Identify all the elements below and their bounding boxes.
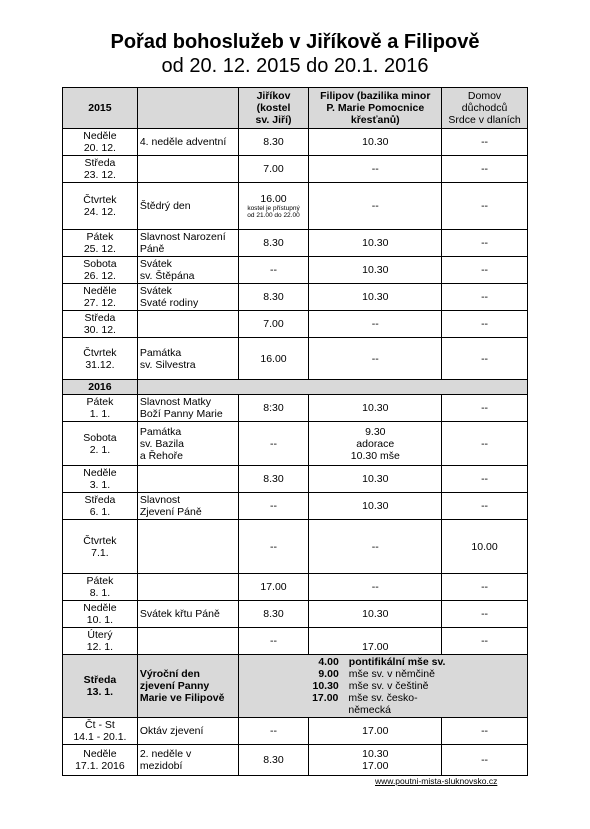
- header-event: [137, 88, 238, 129]
- table-row: [63, 601, 528, 628]
- day-cell: [63, 422, 138, 466]
- day-cell-text: 20. 12.: [83, 142, 116, 154]
- jirikov-cell-text: 8.30: [263, 473, 284, 485]
- domov-cell: [442, 520, 528, 574]
- domov-cell-text: --: [481, 402, 489, 414]
- filipov-cell-text: 10.30: [362, 291, 389, 303]
- filipov-cell-text: 17.00: [362, 725, 389, 737]
- event-cell-text: Marie ve Filipově: [139, 692, 225, 704]
- day-cell: [63, 655, 138, 718]
- jirikov-cell: [238, 601, 309, 628]
- day-cell-text: 25. 12.: [83, 243, 116, 255]
- day-cell: [63, 493, 138, 520]
- day-cell-text: 27. 12.: [83, 297, 116, 309]
- day-cell-text: 17.1. 2016: [75, 760, 125, 772]
- day-cell-text: Čtvrtek: [83, 346, 117, 359]
- jirikov-cell: [238, 493, 309, 520]
- mass-time: 17.00: [312, 692, 339, 704]
- table-row: [63, 129, 528, 156]
- table-row: [63, 311, 528, 338]
- jirikov-cell: [238, 284, 309, 311]
- event-cell: [137, 601, 238, 628]
- domov-cell-text: --: [481, 163, 489, 175]
- filipov-cell: [309, 183, 442, 230]
- mass-desc: mše sv. v češtině: [348, 680, 429, 692]
- filipov-cell-text: 10.30: [362, 402, 389, 414]
- jirikov-cell: [238, 422, 309, 466]
- domov-cell: [442, 628, 528, 655]
- day-cell-text: 31.12.: [85, 358, 115, 371]
- day-cell: [63, 718, 138, 745]
- jirikov-cell: [238, 718, 309, 745]
- special-masses-list: [307, 656, 459, 716]
- day-cell-text: Středa: [84, 312, 116, 324]
- day-cell-text: 3. 1.: [89, 479, 111, 491]
- table-row: [63, 395, 528, 422]
- filipov-cell-text: --: [371, 200, 379, 212]
- filipov-cell: [309, 395, 442, 422]
- jirikov-cell-text: 16.00: [260, 193, 287, 205]
- table-row: [63, 257, 528, 284]
- domov-cell-text: --: [481, 725, 489, 737]
- day-cell-text: Neděle: [83, 130, 117, 142]
- domov-cell-text: --: [481, 136, 489, 148]
- jirikov-note: od 21.00 do 22.00: [247, 212, 300, 219]
- event-cell: [137, 156, 238, 183]
- jirikov-cell-text: 8.30: [263, 136, 284, 148]
- jirikov-cell: [238, 156, 309, 183]
- day-cell-text: Neděle: [83, 285, 117, 297]
- year-2015-label-text: 2015: [88, 102, 112, 114]
- special-row: [63, 655, 528, 718]
- filipov-cell: [309, 156, 442, 183]
- day-cell: [63, 628, 138, 655]
- mass-desc: pontifikální mše sv.: [348, 656, 446, 668]
- day-cell: [63, 466, 138, 493]
- event-cell: [137, 745, 238, 776]
- event-cell-text: Slavnost Matky: [139, 396, 212, 408]
- domov-cell: [442, 338, 528, 380]
- event-cell: [137, 338, 238, 380]
- event-cell: [137, 718, 238, 745]
- filipov-cell-text: --: [371, 540, 379, 553]
- jirikov-cell-text: 16.00: [260, 352, 287, 365]
- jirikov-cell: [238, 129, 309, 156]
- filipov-cell: [309, 718, 442, 745]
- event-cell: [137, 466, 238, 493]
- jirikov-cell: [238, 745, 309, 776]
- day-cell: [63, 183, 138, 230]
- domov-cell-text: 10.00: [471, 540, 498, 553]
- domov-cell-text: --: [481, 635, 489, 647]
- special-masses-cell: [238, 655, 527, 718]
- day-cell: [63, 257, 138, 284]
- jirikov-cell: [238, 230, 309, 257]
- day-cell-text: Čt - St: [85, 719, 115, 731]
- jirikov-cell: [238, 466, 309, 493]
- event-cell: [137, 628, 238, 655]
- header-jirikov-text: Jiříkov: [256, 90, 291, 102]
- filipov-cell-text: --: [371, 318, 379, 330]
- header-domov: [442, 88, 528, 129]
- mass-time: 4.00: [318, 656, 339, 668]
- year-2015-label: [63, 88, 138, 129]
- event-cell: [137, 311, 238, 338]
- jirikov-cell-text: 7.00: [263, 163, 284, 175]
- jirikov-cell-text: 8.30: [263, 608, 284, 620]
- event-cell-text: Boží Panny Marie: [139, 408, 223, 420]
- event-cell: [137, 493, 238, 520]
- event-cell-text: Slavnost: [139, 494, 181, 506]
- jirikov-cell-text: 8.30: [263, 754, 284, 766]
- domov-cell: [442, 718, 528, 745]
- filipov-cell-text: 17.00: [362, 760, 389, 772]
- table-row: [63, 520, 528, 574]
- mass-desc: mše sv. v němčině: [348, 668, 435, 680]
- domov-cell-text: --: [481, 500, 489, 512]
- domov-cell: [442, 745, 528, 776]
- day-cell-text: Neděle: [83, 602, 117, 614]
- mass-time: 10.30: [312, 680, 339, 692]
- table-row: [63, 183, 528, 230]
- day-cell-text: Neděle: [83, 748, 117, 760]
- event-cell-text: 2. neděle v: [139, 748, 192, 760]
- filipov-cell: [309, 284, 442, 311]
- day-cell-text: 8. 1.: [89, 587, 111, 599]
- domov-cell-text: --: [481, 291, 489, 303]
- domov-cell-text: --: [481, 318, 489, 330]
- domov-cell-text: --: [481, 473, 489, 485]
- jirikov-cell-text: --: [270, 264, 277, 276]
- domov-cell: [442, 601, 528, 628]
- day-cell-text: Středa: [83, 674, 117, 686]
- filipov-cell: [309, 520, 442, 574]
- jirikov-cell: [238, 183, 309, 230]
- domov-cell-text: --: [481, 581, 489, 593]
- domov-cell: [442, 466, 528, 493]
- event-cell: [137, 129, 238, 156]
- event-cell: [137, 395, 238, 422]
- mass-time: 9.00: [318, 668, 339, 680]
- header-filipov: [309, 88, 442, 129]
- day-cell-text: 2. 1.: [89, 443, 111, 456]
- day-cell: [63, 395, 138, 422]
- jirikov-cell-text: --: [270, 635, 277, 647]
- jirikov-cell-text: 7.00: [263, 318, 284, 330]
- mass-row: [307, 668, 459, 680]
- day-cell: [63, 745, 138, 776]
- domov-cell: [442, 156, 528, 183]
- jirikov-cell-text: 8:30: [263, 402, 284, 414]
- domov-cell-text: --: [481, 237, 489, 249]
- domov-cell-text: --: [481, 437, 489, 450]
- day-cell: [63, 574, 138, 601]
- filipov-cell-text: 10.30: [362, 264, 389, 276]
- filipov-cell: [309, 257, 442, 284]
- day-cell: [63, 156, 138, 183]
- event-cell: [137, 574, 238, 601]
- day-cell-text: Sobota: [83, 258, 117, 270]
- day-cell: [63, 338, 138, 380]
- jirikov-note: kostel je přístupný: [247, 205, 300, 212]
- mass-row: [307, 692, 459, 716]
- day-cell: [63, 520, 138, 574]
- filipov-cell-text: 17.00: [362, 641, 389, 653]
- day-cell-text: 26. 12.: [83, 270, 116, 282]
- event-cell-text: Památka: [139, 425, 182, 438]
- day-cell-text: 24. 12.: [83, 206, 116, 218]
- event-cell-text: Oktáv zjevení: [139, 725, 204, 737]
- footer-link[interactable]: www.poutni-mista-sluknovsko.cz: [375, 776, 498, 786]
- header-domov-text: Domov: [467, 90, 502, 102]
- day-cell: [63, 230, 138, 257]
- table-row: [63, 493, 528, 520]
- domov-cell: [442, 257, 528, 284]
- schedule-table: [62, 87, 528, 776]
- year-2016-row: [63, 380, 528, 395]
- event-cell-text: Památka: [139, 346, 182, 359]
- jirikov-cell-text: --: [270, 500, 277, 512]
- domov-cell: [442, 230, 528, 257]
- filipov-cell-text: 10.30: [362, 473, 389, 485]
- day-cell-text: Čtvrtek: [83, 194, 117, 206]
- filipov-cell: [309, 574, 442, 601]
- domov-cell-text: --: [481, 352, 489, 365]
- filipov-cell: [309, 493, 442, 520]
- day-cell-text: 6. 1.: [89, 506, 111, 518]
- domov-cell: [442, 574, 528, 601]
- event-cell: [137, 230, 238, 257]
- event-cell: [137, 257, 238, 284]
- filipov-cell-text: 10.30: [362, 136, 389, 148]
- jirikov-cell: [238, 574, 309, 601]
- jirikov-cell-text: --: [270, 725, 277, 737]
- day-cell-text: Pátek: [86, 231, 114, 243]
- filipov-cell-text: 10.30 mše: [350, 449, 400, 462]
- filipov-cell: [309, 466, 442, 493]
- year-2016-label-text: 2016: [88, 381, 112, 393]
- header-filipov-text: křesťanů): [350, 114, 400, 126]
- day-cell-text: 7.1.: [91, 546, 109, 559]
- day-cell-text: Úterý: [87, 629, 113, 641]
- document-subtitle: od 20. 12. 2015 do 20.1. 2016: [161, 55, 429, 77]
- jirikov-cell-text: --: [270, 540, 277, 553]
- table-row: [63, 338, 528, 380]
- domov-cell: [442, 395, 528, 422]
- day-cell-text: Pátek: [86, 575, 114, 587]
- event-cell-text: Zjevení Páně: [139, 506, 202, 518]
- day-cell: [63, 311, 138, 338]
- domov-cell-text: --: [481, 608, 489, 620]
- event-cell-text: sv. Štěpána: [139, 270, 195, 282]
- jirikov-cell: [238, 520, 309, 574]
- day-cell-text: Středa: [84, 494, 116, 506]
- jirikov-cell: [238, 395, 309, 422]
- header-domov-text: důchodců: [461, 102, 508, 114]
- jirikov-cell: [238, 628, 309, 655]
- header-filipov-text: P. Marie Pomocnice: [326, 102, 425, 114]
- domov-cell: [442, 422, 528, 466]
- filipov-cell-text: --: [371, 581, 379, 593]
- day-cell-text: Středa: [84, 157, 116, 169]
- event-cell: [137, 183, 238, 230]
- domov-cell-text: --: [481, 200, 489, 212]
- domov-cell: [442, 493, 528, 520]
- event-cell: [137, 284, 238, 311]
- filipov-cell-text: 10.30: [362, 608, 389, 620]
- day-cell-text: Sobota: [83, 431, 117, 444]
- table-row: [63, 574, 528, 601]
- event-cell-text: Svátek: [139, 258, 172, 270]
- day-cell-text: 12. 1.: [86, 641, 114, 653]
- event-cell-text: Výroční den: [139, 668, 200, 680]
- day-cell-text: 10. 1.: [86, 614, 114, 626]
- domov-cell: [442, 183, 528, 230]
- header-domov-text: Srdce v dlaních: [448, 114, 521, 126]
- day-cell-text: 23. 12.: [83, 169, 116, 181]
- event-cell-text: mezidobí: [139, 760, 183, 772]
- filipov-cell-text: adorace: [356, 437, 395, 450]
- filipov-cell-text: --: [371, 163, 379, 175]
- event-cell: [137, 520, 238, 574]
- filipov-cell: [309, 311, 442, 338]
- filipov-cell-text: 10.30: [362, 500, 389, 512]
- domov-cell: [442, 284, 528, 311]
- document-title: Pořad bohoslužeb v Jiříkově a Filipově: [110, 31, 480, 53]
- event-cell-text: 4. neděle adventní: [139, 136, 227, 148]
- jirikov-cell: [238, 311, 309, 338]
- table-row: [63, 230, 528, 257]
- header-row: [63, 88, 528, 129]
- day-cell-text: 30. 12.: [83, 324, 116, 336]
- table-row: [63, 718, 528, 745]
- event-cell-text: sv. Silvestra: [139, 358, 196, 371]
- filipov-cell-text: 9.30: [365, 425, 386, 438]
- filipov-cell: [309, 745, 442, 776]
- table-row: [63, 156, 528, 183]
- domov-cell-text: --: [481, 754, 489, 766]
- filipov-cell: [309, 601, 442, 628]
- filipov-cell: [309, 129, 442, 156]
- filipov-cell-text: 10.30: [362, 748, 389, 760]
- event-cell-text: zjevení Panny: [139, 680, 210, 692]
- mass-row: [307, 656, 459, 668]
- filipov-cell: [309, 338, 442, 380]
- jirikov-cell-text: 8.30: [263, 237, 284, 249]
- header-jirikov-text: sv. Jiří): [255, 114, 292, 126]
- day-cell-text: 13. 1.: [86, 686, 114, 698]
- jirikov-cell-text: 8.30: [263, 291, 284, 303]
- table-row: [63, 284, 528, 311]
- table-row: [63, 745, 528, 776]
- day-cell: [63, 129, 138, 156]
- filipov-cell: [309, 422, 442, 466]
- day-cell: [63, 601, 138, 628]
- day-cell-text: Čtvrtek: [83, 534, 117, 547]
- domov-cell-text: --: [481, 264, 489, 276]
- filipov-cell-text: --: [371, 352, 379, 365]
- header-filipov-text: Filipov (bazilika minor: [320, 90, 431, 102]
- event-cell-text: a Řehoře: [139, 449, 184, 462]
- event-cell: [137, 655, 238, 718]
- event-cell-text: Slavnost Narození: [139, 231, 226, 243]
- table-row: [63, 422, 528, 466]
- filipov-cell: [309, 628, 442, 655]
- day-cell-text: Pátek: [86, 396, 114, 408]
- mass-desc: mše sv. česko-německá: [348, 692, 418, 716]
- header-jirikov: [238, 88, 309, 129]
- table-row: [63, 628, 528, 655]
- event-cell: [137, 422, 238, 466]
- event-cell-text: Svaté rodiny: [139, 297, 199, 309]
- event-cell-text: Svátek: [139, 285, 172, 297]
- jirikov-cell-text: 17.00: [260, 581, 287, 593]
- header-jirikov-text: (kostel: [256, 102, 291, 114]
- year-2016-label: [63, 380, 138, 395]
- jirikov-cell-text: --: [270, 437, 277, 450]
- jirikov-cell: [238, 257, 309, 284]
- mass-row: [307, 680, 459, 692]
- event-cell-text: Svátek křtu Páně: [139, 608, 220, 620]
- day-cell-text: 14.1 - 20.1.: [73, 731, 127, 743]
- event-cell-text: Štědrý den: [139, 200, 191, 212]
- day-cell-text: Neděle: [83, 467, 117, 479]
- year-2016-fill: [137, 380, 527, 395]
- domov-cell: [442, 129, 528, 156]
- day-cell-text: 1. 1.: [89, 408, 111, 420]
- filipov-cell-text: 10.30: [362, 237, 389, 249]
- jirikov-cell: [238, 338, 309, 380]
- filipov-cell: [309, 230, 442, 257]
- table-row: [63, 466, 528, 493]
- domov-cell: [442, 311, 528, 338]
- event-cell-text: Páně: [139, 243, 165, 255]
- day-cell: [63, 284, 138, 311]
- event-cell-text: sv. Bazila: [139, 437, 184, 450]
